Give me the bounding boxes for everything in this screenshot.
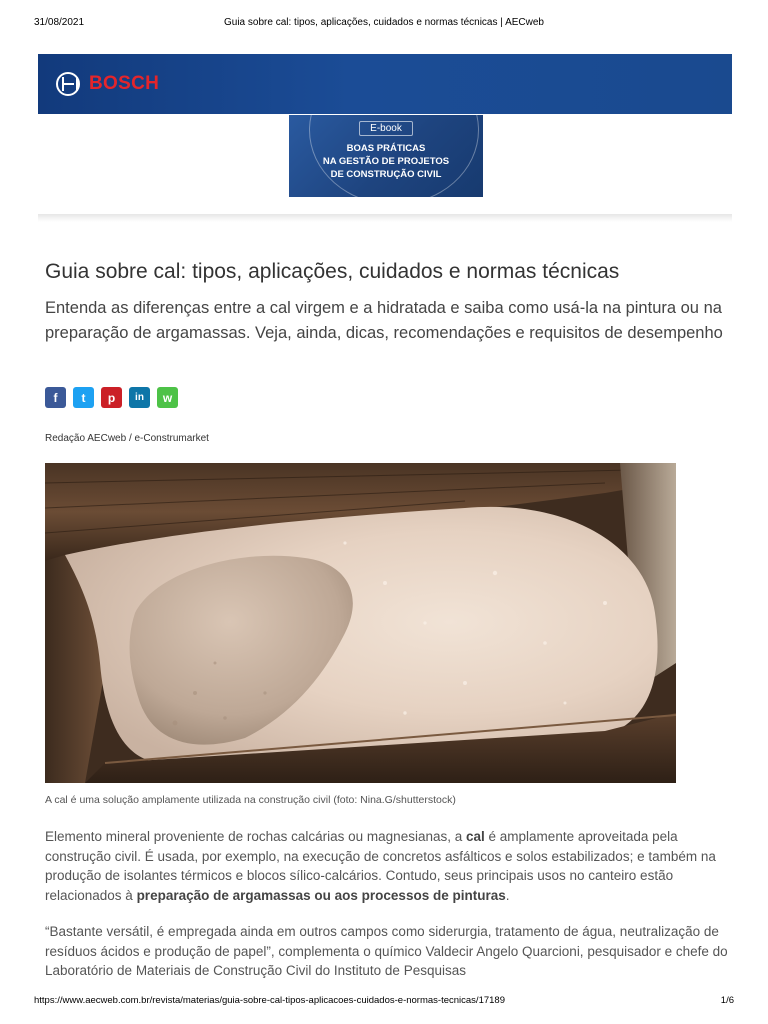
linkedin-share-button[interactable]: in — [129, 387, 150, 408]
paragraph-text: Elemento mineral proveniente de rochas calcárias ou magnesianas, a — [45, 829, 466, 844]
facebook-share-button[interactable]: f — [45, 387, 66, 408]
paragraph-text: é amplamente aproveitada pela construção civil. É usada, por exemplo, na execução de concretos asfálticos e solos estabilizados; e também na produção de isolantes térmicos e blocos sílico-calcários. Contudo, seus principais usos no canteiro estão relacionados à — [45, 829, 716, 903]
paragraph-keyword: cal — [466, 829, 485, 844]
image-caption: A cal é uma solução amplamente utilizada na construção civil (foto: Nina.G/shutterstock) — [45, 794, 456, 806]
paragraph-text: . — [505, 887, 510, 903]
article-title: Guia sobre cal: tipos, aplicações, cuidados e normas técnicas — [45, 260, 620, 283]
bosch-ad-banner[interactable] — [38, 54, 732, 114]
bosch-armature-icon — [56, 72, 80, 96]
ebook-tag: E-book — [359, 121, 413, 136]
article-subtitle: Entenda as diferenças entre a cal virgem e a hidratada e saiba como usá-la na pintura ou na preparação de argamassas. Veja, ainda, dicas, recomendações e requisitos de desempenho — [45, 299, 723, 342]
ebook-title-line2: NA GESTÃO DE PROJETOS — [322, 156, 450, 167]
article-paragraph: “Bastante versátil, é empregada ainda em outros campos como siderurgia, tratamento de água, neutralização de resíduos ácidos e produção de papel”, complementa o químico Valdecir Angelo Quarcioni, pesquisador e chefe do Laboratório de Materiais de Construção Civil do Instituto de Pesquisas — [45, 924, 728, 978]
section-divider — [38, 214, 732, 222]
ebook-banner[interactable] — [289, 115, 483, 197]
share-buttons — [45, 387, 178, 408]
print-page-title: Guia sobre cal: tipos, aplicações, cuidados e normas técnicas | AECweb — [224, 17, 544, 28]
hero-image-lime-powder — [45, 463, 676, 783]
print-date: 31/08/2021 — [34, 17, 85, 28]
ebook-title-line1: BOAS PRÁTICAS — [346, 143, 426, 154]
ebook-title-line3: DE CONSTRUÇÃO CIVIL — [330, 169, 442, 180]
twitter-share-button[interactable]: t — [73, 387, 94, 408]
ebook-title — [289, 142, 483, 181]
print-url: https://www.aecweb.com.br/revista/materias/guia-sobre-cal-tipos-aplicacoes-cuidados-e-normas-tecnicas/17189 — [34, 995, 505, 1006]
print-footer — [0, 995, 768, 1009]
whatsapp-share-button[interactable]: w — [157, 387, 178, 408]
article-byline: Redação AECweb / e-Construmarket — [45, 433, 209, 444]
article-paragraph — [45, 827, 730, 905]
print-header — [0, 17, 768, 31]
print-page-number: 1/6 — [720, 995, 734, 1006]
bosch-wordmark: BOSCH — [89, 73, 160, 94]
pinterest-share-button[interactable]: p — [101, 387, 122, 408]
bosch-logo[interactable] — [56, 72, 159, 96]
paragraph-link-text[interactable]: preparação de argamassas ou aos processos de pinturas — [136, 887, 506, 903]
